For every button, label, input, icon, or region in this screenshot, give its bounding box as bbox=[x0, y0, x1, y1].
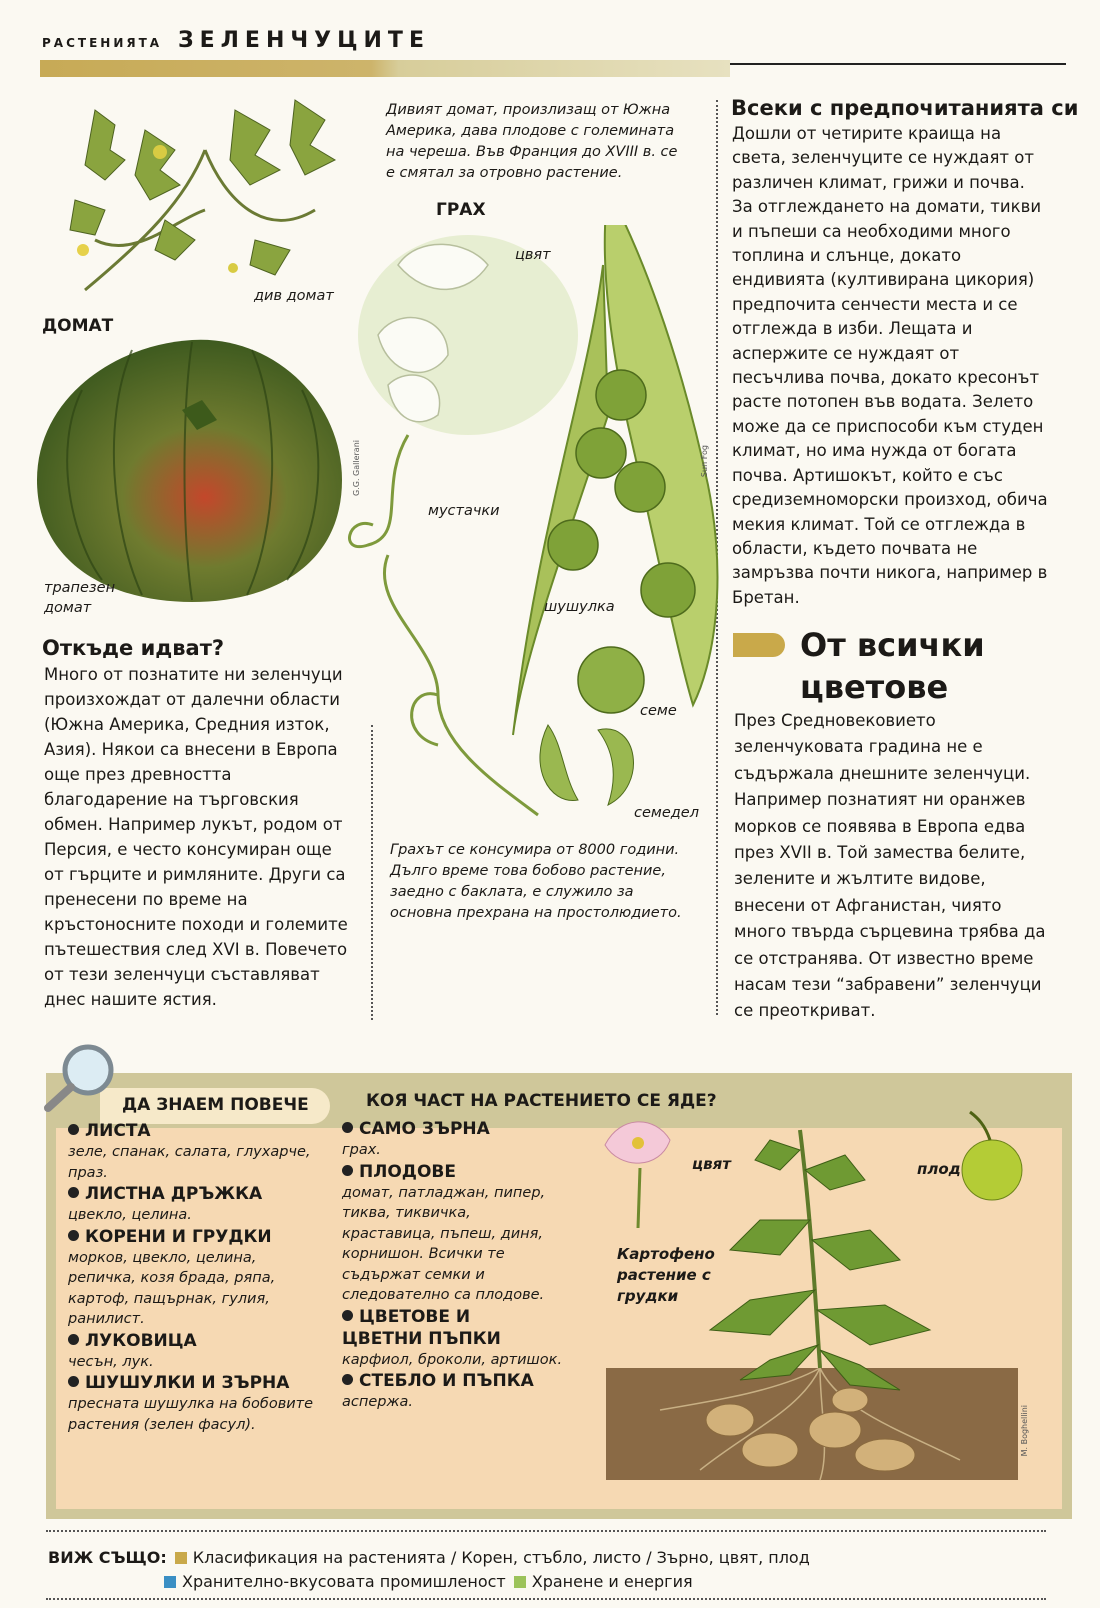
see-also-link[interactable]: Хранене и енергия bbox=[531, 1572, 693, 1591]
header-rule bbox=[730, 63, 1066, 65]
origin-text: Много от познатите ни зеленчуци произхождат от далечни области (Южна Америка, Средния изток, Азия). Някои са внесени в Европа още през древността благодарение на търговския обмен. Например лукът, родом от Персия, е често консумиран още от гърците и римляните. Други са пренесени по време на кръстоносните походи и големите пътешествия след XVI в. Повечето от тези зеленчуци съставляват днес нашите ястия. bbox=[44, 665, 348, 1009]
wild-tomato-illustration bbox=[55, 90, 340, 300]
list-item-body: домат, патладжан, пипер, тиква, тиквичка, краставица, пъпеш, диня, корнишон. Всички те съдържат семки и следователно са плодове. bbox=[342, 1184, 546, 1303]
origin-heading: Откъде идват? bbox=[42, 636, 225, 660]
footer-divider-bottom bbox=[46, 1598, 1046, 1600]
list-item bbox=[342, 1306, 592, 1371]
pea-caption: Грахът се консумира от 8000 години. Дълго време това бобово растение, заедно с баклата, е служило за основна прехрана на простолюдието. bbox=[390, 842, 682, 921]
pea-pod-label: шушулка bbox=[544, 599, 615, 615]
list-item bbox=[342, 1118, 592, 1161]
pea-flower-label: цвят bbox=[515, 247, 551, 263]
see-also-line2 bbox=[164, 1572, 693, 1591]
tomato-credit: G.G. Gallerani bbox=[352, 440, 361, 496]
edible-parts-list-right bbox=[342, 1118, 592, 1413]
list-item-head: ЛУКОВИЦА bbox=[85, 1330, 197, 1351]
see-also-line1 bbox=[48, 1548, 810, 1567]
see-also-link[interactable]: Хранително-вкусовата промишленост bbox=[182, 1572, 506, 1591]
footer-divider-top bbox=[46, 1530, 1046, 1532]
section-label: РАСТЕНИЯТА bbox=[42, 36, 163, 50]
list-item-head: ПЛОДОВЕ bbox=[359, 1161, 456, 1182]
list-item-head: ЛИСТА bbox=[85, 1121, 151, 1141]
potato-plant-label: Картофено растение с грудки bbox=[617, 1245, 715, 1305]
color-square-icon bbox=[164, 1576, 176, 1588]
list-item-body: чесън, лук. bbox=[68, 1353, 154, 1370]
wild-tomato-label: див домат bbox=[254, 288, 334, 304]
list-item bbox=[342, 1161, 592, 1306]
list-item bbox=[342, 1370, 592, 1413]
list-item-head: ЦВЕТОВЕ И ЦВЕТНИ ПЪПКИ bbox=[342, 1306, 501, 1349]
pea-illustration bbox=[348, 225, 728, 825]
potato-credit: M. Boghellini bbox=[1020, 1405, 1029, 1457]
list-item-body: аспержа. bbox=[342, 1394, 414, 1410]
list-item-head: ЛИСТНА ДРЪЖКА bbox=[85, 1184, 263, 1204]
list-item-body: пресната шушулка на бобовите растения (зелен фасул). bbox=[68, 1396, 314, 1433]
list-item-body: грах. bbox=[342, 1142, 381, 1158]
list-item-body: карфиол, броколи, артишок. bbox=[342, 1351, 563, 1368]
list-item-head: СТЕБЛО И ПЪПКА bbox=[359, 1371, 534, 1391]
colors-heading: От всички цветове bbox=[800, 626, 985, 706]
tomato-caption: Дивият домат, произлизащ от Южна Америка, дава плодове с големината на череша. Във Франция до XVIII в. се е смятал за отровно растение. bbox=[386, 102, 678, 181]
list-item-body: цвекло, целина. bbox=[68, 1207, 192, 1223]
see-also-label: ВИЖ СЪЩО: bbox=[48, 1548, 167, 1567]
list-item bbox=[68, 1183, 328, 1226]
color-square-icon bbox=[175, 1552, 187, 1564]
potato-flower-label: цвят bbox=[692, 1155, 731, 1173]
list-item-body: зеле, спанак, салата, глухарче, праз. bbox=[68, 1144, 311, 1181]
pea-title: ГРАХ bbox=[436, 200, 486, 220]
list-item-head: КОРЕНИ И ГРУДКИ bbox=[85, 1226, 272, 1247]
list-item bbox=[68, 1226, 328, 1330]
pea-tendrils-label: мустачки bbox=[428, 503, 500, 519]
page-title: ЗЕЛЕНЧУЦИТЕ bbox=[178, 28, 430, 53]
colors-text: През Средновековието зеленчуковата градина не е съдържала днешните зеленчуци. Например познатият ни оранжев морков се появява в Европа едва през XVII в. Той замества белите, зелените и жълтите видове, внесени от Афганистан, чиято много твърда сърцевина трябва да се отстранява. От известно време насам тези “забравени” зеленчуци се преоткриват. bbox=[734, 711, 1046, 1021]
list-item bbox=[68, 1372, 328, 1435]
table-tomato-label: трапезен домат bbox=[44, 580, 116, 616]
header-bar bbox=[40, 60, 730, 77]
color-square-icon bbox=[514, 1576, 526, 1588]
list-item-body: морков, цвекло, целина, репичка, козя брада, ряпа, картоф, пащърнак, гулия, ранилист. bbox=[68, 1249, 276, 1327]
tomato-illustration bbox=[32, 330, 352, 605]
pea-credit: Sun Fog bbox=[700, 445, 709, 478]
preferences-heading: Всеки с предпочитанията си bbox=[731, 96, 1079, 120]
list-item-head: ШУШУЛКИ И ЗЪРНА bbox=[85, 1373, 290, 1393]
learn-more-question: КОЯ ЧАСТ НА РАСТЕНИЕТО СЕ ЯДЕ? bbox=[366, 1091, 717, 1111]
list-item bbox=[68, 1330, 328, 1373]
potato-fruit-label: плод bbox=[917, 1160, 961, 1178]
list-item-head: САМО ЗЪРНА bbox=[359, 1119, 490, 1139]
magnifier-icon bbox=[42, 1042, 122, 1114]
learn-more-tab-label: ДА ЗНАЕМ ПОВЕЧЕ bbox=[122, 1095, 309, 1115]
pea-cotyledon-label: семедел bbox=[634, 805, 699, 821]
edible-parts-list-left bbox=[68, 1120, 328, 1435]
list-item bbox=[68, 1120, 328, 1183]
preferences-text: Дошли от четирите краища на света, зеленчуците се нуждаят от различен климат, грижи и почва. За отглеждането на домати, тикви и пъпеши са необходими много топлина и слънце, докато ендивията (култивирана цикория) предпочита сенчести места и се отглежда в изби. Лещата и аспержите се нуждаят от песъчлива почва, докато кресонът расте потопен във водата. Зелето може да се приспособи към студен климат, но има нужда от богата почва. Артишокът, който е със средиземноморски произход, обича мекия климат. Той се отглежда в области, където почвата не замръзва почти никога, например в Бретан. bbox=[732, 124, 1048, 607]
see-also-link[interactable]: Класификация на растенията / Корен, стъбло, листо / Зърно, цвят, плод bbox=[192, 1548, 810, 1567]
tomato-title: ДОМАТ bbox=[42, 316, 114, 336]
colors-heading-line1 bbox=[800, 624, 1070, 708]
pea-seed-label: семе bbox=[640, 703, 677, 719]
